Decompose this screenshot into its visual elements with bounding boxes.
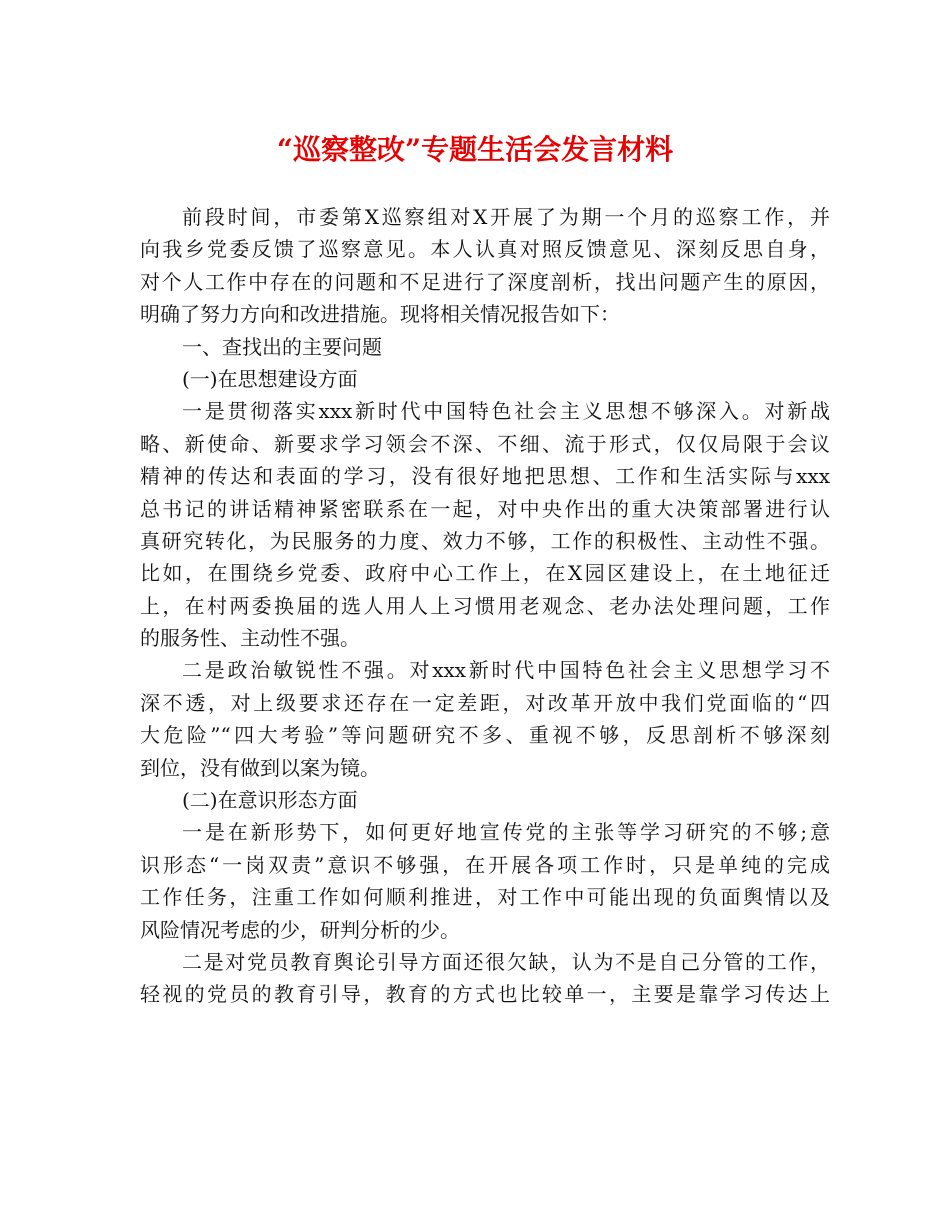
paragraph-line: 真研究转化，为民服务的力度、效力不够，工作的积极性、主动性不强。 bbox=[140, 528, 830, 553]
paragraph-line: 总书记的讲话精神紧密联系在一起，对中央作出的重大决策部署进行认 bbox=[140, 496, 830, 521]
subsection-heading: (二)在意识形态方面 bbox=[182, 788, 358, 813]
subsection-heading: (一)在思想建设方面 bbox=[182, 366, 358, 391]
paragraph-line: 一是在新形势下，如何更好地宣传党的主张等学习研究的不够;意 bbox=[182, 820, 830, 845]
paragraph-line: 一是贯彻落实xxx新时代中国特色社会主义思想不够深入。对新战 bbox=[182, 399, 830, 424]
paragraph-line: 向我乡党委反馈了巡察意见。本人认真对照反馈意见、深刻反思自身， bbox=[140, 237, 830, 262]
document-body bbox=[140, 201, 830, 1011]
paragraph-line: 大危险”“四大考验”等问题研究不多、重视不够，反思剖析不够深刻 bbox=[140, 723, 830, 748]
paragraph-line: 到位，没有做到以案为镜。 bbox=[140, 755, 380, 780]
paragraph-line: 工作任务，注重工作如何顺利推进，对工作中可能出现的负面舆情以及 bbox=[140, 885, 830, 910]
paragraph-line: 上，在村两委换届的选人用人上习惯用老观念、老办法处理问题，工作 bbox=[140, 593, 830, 618]
paragraph-line: 精神的传达和表面的学习，没有很好地把思想、工作和生活实际与xxx bbox=[140, 464, 830, 489]
paragraph-line: 二是政治敏锐性不强。对xxx新时代中国特色社会主义思想学习不 bbox=[182, 658, 830, 683]
paragraph-line: 的服务性、主动性不强。 bbox=[140, 626, 360, 651]
section-heading: 一、查找出的主要问题 bbox=[182, 334, 382, 359]
paragraph-line: 深不透，对上级要求还存在一定差距，对改革开放中我们党面临的“四 bbox=[140, 690, 830, 715]
paragraph-line: 明确了努力方向和改进措施。现将相关情况报告如下： bbox=[140, 302, 620, 327]
paragraph-line: 风险情况考虑的少，研判分析的少。 bbox=[140, 917, 460, 942]
paragraph-line: 比如，在围绕乡党委、政府中心工作上，在X园区建设上，在土地征迁 bbox=[140, 561, 830, 586]
paragraph-line: 对个人工作中存在的问题和不足进行了深度剖析，找出问题产生的原因， bbox=[140, 269, 830, 294]
document-title: “巡察整改”专题生活会发言材料 bbox=[276, 133, 674, 166]
paragraph-line: 识形态“一岗双责”意识不够强，在开展各项工作时，只是单纯的完成 bbox=[140, 852, 830, 877]
paragraph-line: 前段时间，市委第X巡察组对X开展了为期一个月的巡察工作，并 bbox=[182, 205, 830, 229]
paragraph-line: 轻视的党员的教育引导，教育的方式也比较单一，主要是靠学习传达上 bbox=[140, 982, 830, 1007]
paragraph-line: 略、新使命、新要求学习领会不深、不细、流于形式，仅仅局限于会议 bbox=[140, 431, 830, 456]
paragraph-line: 二是对党员教育舆论引导方面还很欠缺，认为不是自己分管的工作， bbox=[182, 949, 830, 974]
